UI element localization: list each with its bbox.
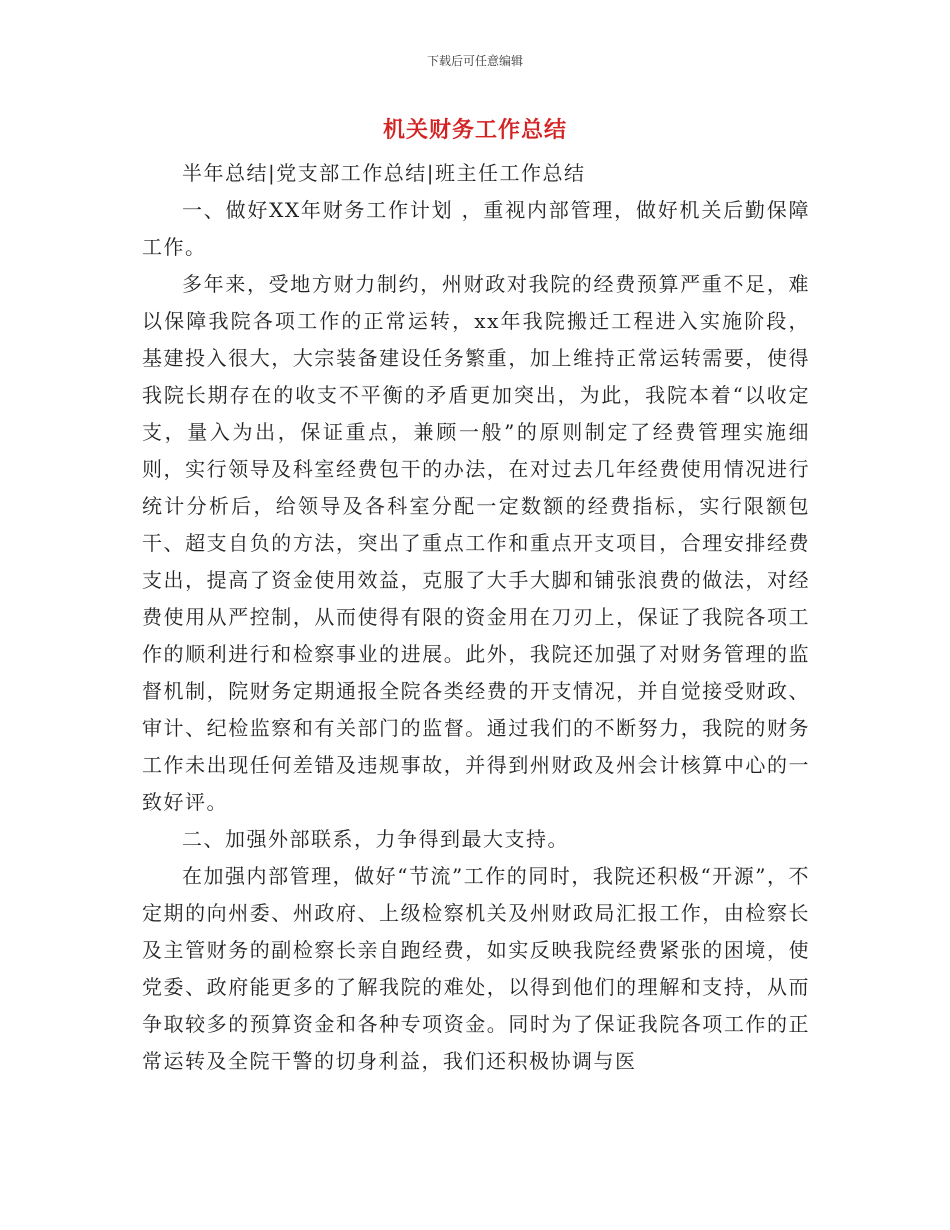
- paragraph-section-one-heading: 一、做好XX年财务工作计划 ，重视内部管理，做好机关后勤保障工作。: [142, 198, 810, 259]
- paragraph-section-one-body: 多年来，受地方财力制约，州财政对我院的经费预算严重不足，难以保障我院各项工作的正常运转，xx年我院搬迁工程进入实施阶段，基建投入很大，大宗装备建设任务繁重，加上维持正常运转需要，使得我院长期存在的收支不平衡的矛盾更加突出，为此，我院本着“以收定支，量入为出，保证重点，兼顾一般”的原则制定了经费管理实施细则，实行领导及科室经费包干的办法，在对过去几年经费使用情况进行统计分析后，给领导及各科室分配一定数额的经费指标，实行限额包干、超支自负的方法，突出了重点工作和重点开支项目，合理安排经费支出，提高了资金使用效益，克服了大手大脚和铺张浪费的做法，对经费使用从严控制，从而使得有限的资金用在刀刃上，保证了我院各项工作的顺利进行和检察事业的进展。此外，我院还加强了对财务管理的监督机制，院财务定期通报全院各类经费的开支情况，并自觉接受财政、审计、纪检监察和有关部门的监督。通过我们的不断努力，我院的财务工作未出现任何差错及违规事故，并得到州财政及州会计核算中心的一致好评。: [142, 272, 810, 814]
- paragraph-section-two-heading: 二、加强外部联系，力争得到最大支持。: [182, 827, 569, 851]
- paragraph-categories: 半年总结|党支部工作总结|班主任工作总结: [182, 161, 586, 185]
- document-title: 机关财务工作总结: [382, 117, 567, 143]
- paragraph-section-two-body: 在加强内部管理，做好“节流”工作的同时，我院还积极“开源”，不定期的向州委、州政府、上级检察机关及州财政局汇报工作，由检察长及主管财务的副检察长亲自跑经费，如实反映我院经费紧张的困境，使党委、政府能更多的了解我院的难处，以得到他们的理解和支持，从而争取较多的预算资金和各种专项资金。同时为了保证我院各项工作的正常运转及全院干警的切身利益，我们还积极协调与医: [142, 864, 810, 1073]
- header-note: 下载后可任意编辑: [426, 54, 523, 68]
- document-body: [142, 155, 810, 1080]
